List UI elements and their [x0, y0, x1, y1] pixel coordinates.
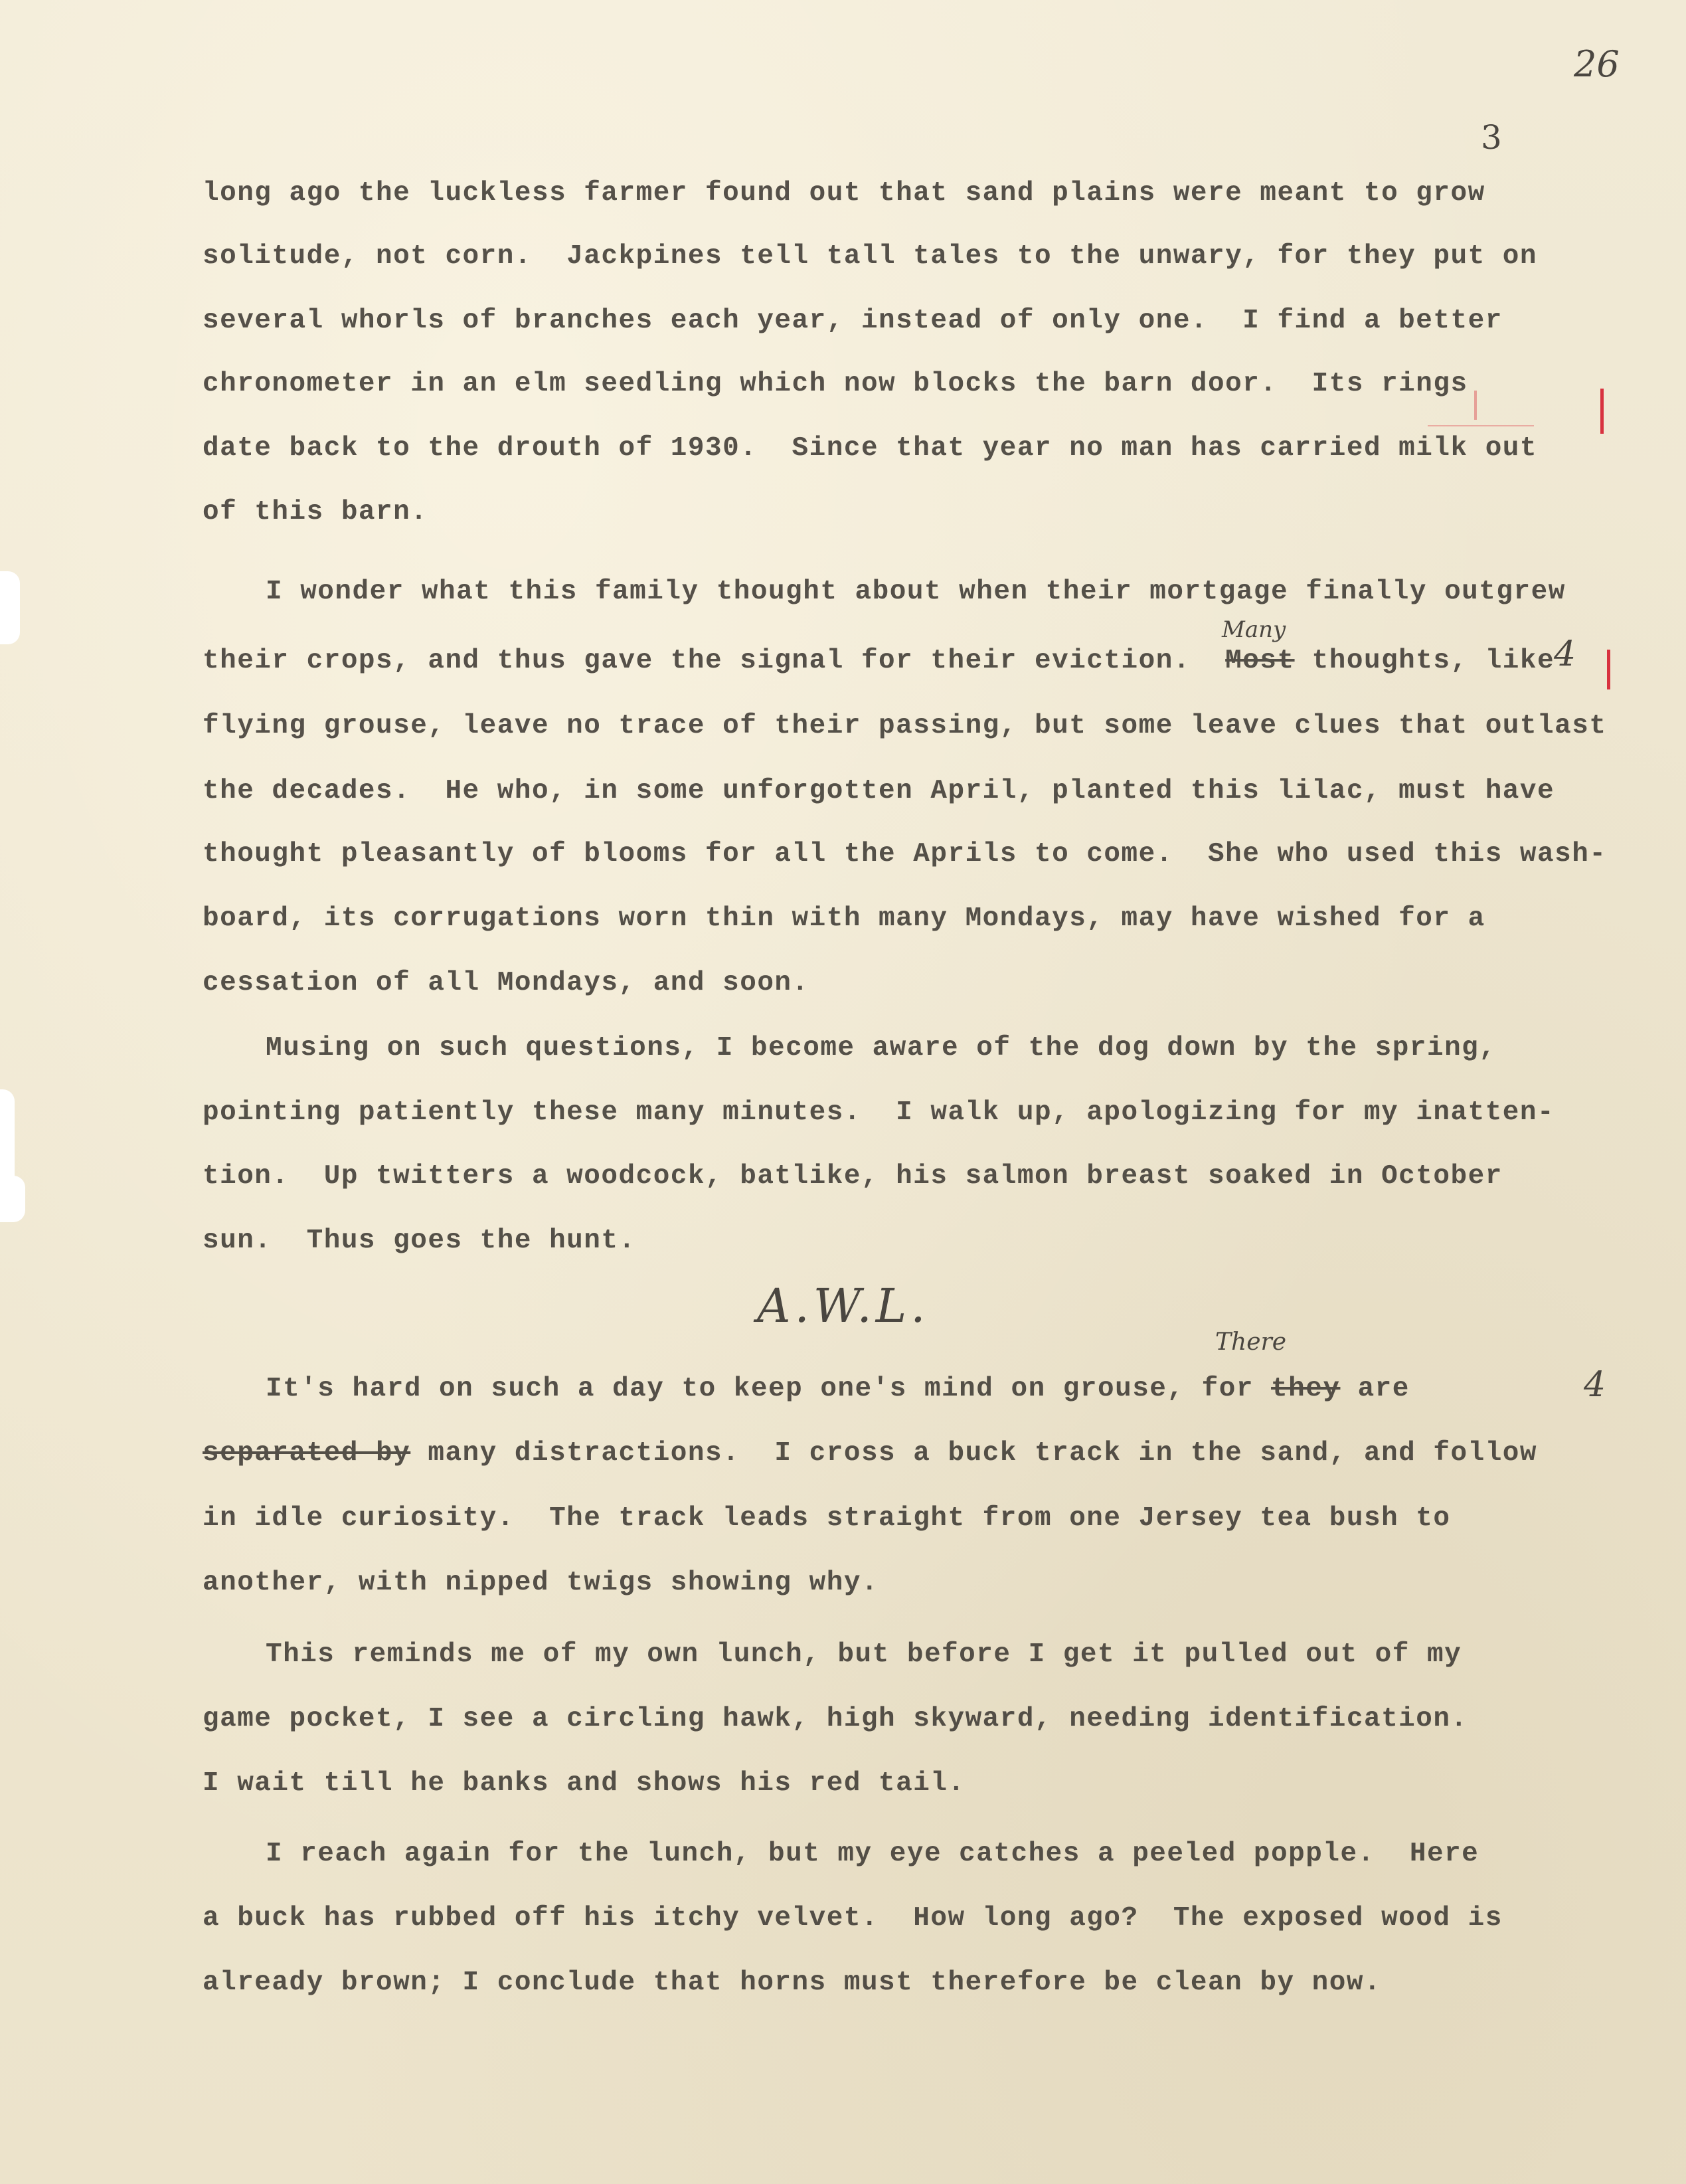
page-number: 3	[1481, 118, 1502, 157]
text-line: game pocket, I see a circling hawk, high skyward, needing identification.	[203, 1704, 1468, 1734]
text-line: I reach again for the lunch, but my eye catches a peeled popple. Here	[266, 1839, 1479, 1869]
text-line: tion. Up twitters a woodcock, batlike, his salmon breast soaked in October	[203, 1161, 1503, 1192]
margin-number: 4	[1554, 634, 1576, 674]
text-segment: thoughts, like	[1294, 646, 1555, 676]
text-line: board, its corrugations worn thin with many Mondays, may have wished for a	[203, 903, 1485, 934]
text-line: a buck has rubbed off his itchy velvet. How long ago? The exposed wood is	[203, 1903, 1503, 1934]
red-pencil-line	[1428, 425, 1534, 426]
text-line: flying grouse, leave no trace of their passing, but some leave clues that outlast	[203, 711, 1607, 741]
text-line: of this barn.	[203, 497, 428, 527]
text-line: sun. Thus goes the hunt.	[203, 1226, 636, 1256]
text-line-edited	[203, 646, 1555, 676]
margin-number: 4	[1584, 1365, 1606, 1405]
handwritten-insert: There	[1215, 1328, 1287, 1356]
red-pencil-mark	[1607, 650, 1610, 689]
torn-edge	[0, 1176, 25, 1222]
struck-word: Most	[1225, 646, 1295, 676]
red-pencil-mark	[1600, 389, 1604, 434]
text-line: several whorls of branches each year, instead of only one. I find a better	[203, 306, 1503, 336]
text-segment: their crops, and thus gave the signal for their eviction.	[203, 646, 1226, 676]
text-line: already brown; I conclude that horns must therefore be clean by now.	[203, 1967, 1382, 1998]
text-line: pointing patiently these many minutes. I walk up, apologizing for my inatten-	[203, 1097, 1555, 1128]
text-line-edited	[203, 1438, 1537, 1469]
text-segment: are	[1340, 1374, 1410, 1404]
text-line: cessation of all Mondays, and soon.	[203, 968, 809, 998]
text-segment: It's hard on such a day to keep one's mind on grouse, for	[266, 1374, 1272, 1404]
handwritten-insert: Many	[1222, 616, 1286, 643]
text-line: thought pleasantly of blooms for all the Aprils to come. She who used this wash-	[203, 839, 1607, 869]
text-line: chronometer in an elm seedling which now blocks the barn door. Its rings	[203, 369, 1468, 399]
text-line: I wait till he banks and shows his red tail.	[203, 1768, 966, 1799]
text-line: another, with nipped twigs showing why.	[203, 1568, 879, 1598]
text-line: This reminds me of my own lunch, but before I get it pulled out of my	[266, 1639, 1462, 1670]
text-line: date back to the drouth of 1930. Since that year no man has carried milk out	[203, 433, 1538, 464]
text-line: I wonder what this family thought about when their mortgage finally outgrew	[266, 577, 1566, 607]
text-segment: many distractions. I cross a buck track in the sand, and follow	[410, 1438, 1538, 1469]
struck-words: separated by	[203, 1438, 411, 1469]
text-line-edited	[266, 1374, 1410, 1404]
struck-word: they	[1271, 1374, 1341, 1404]
handwritten-section-mark: A.W.L.	[757, 1279, 930, 1333]
red-pencil-mark	[1474, 391, 1477, 420]
text-line: the decades. He who, in some unforgotten April, planted this lilac, must have	[203, 776, 1555, 806]
archive-number: 26	[1574, 43, 1620, 85]
text-line: in idle curiosity. The track leads straight from one Jersey tea bush to	[203, 1503, 1451, 1534]
torn-edge	[0, 571, 20, 644]
text-line: long ago the luckless farmer found out that sand plains were meant to grow	[203, 178, 1485, 209]
text-line: solitude, not corn. Jackpines tell tall tales to the unwary, for they put on	[203, 241, 1538, 272]
text-line: Musing on such questions, I become aware of the dog down by the spring,	[266, 1033, 1497, 1063]
